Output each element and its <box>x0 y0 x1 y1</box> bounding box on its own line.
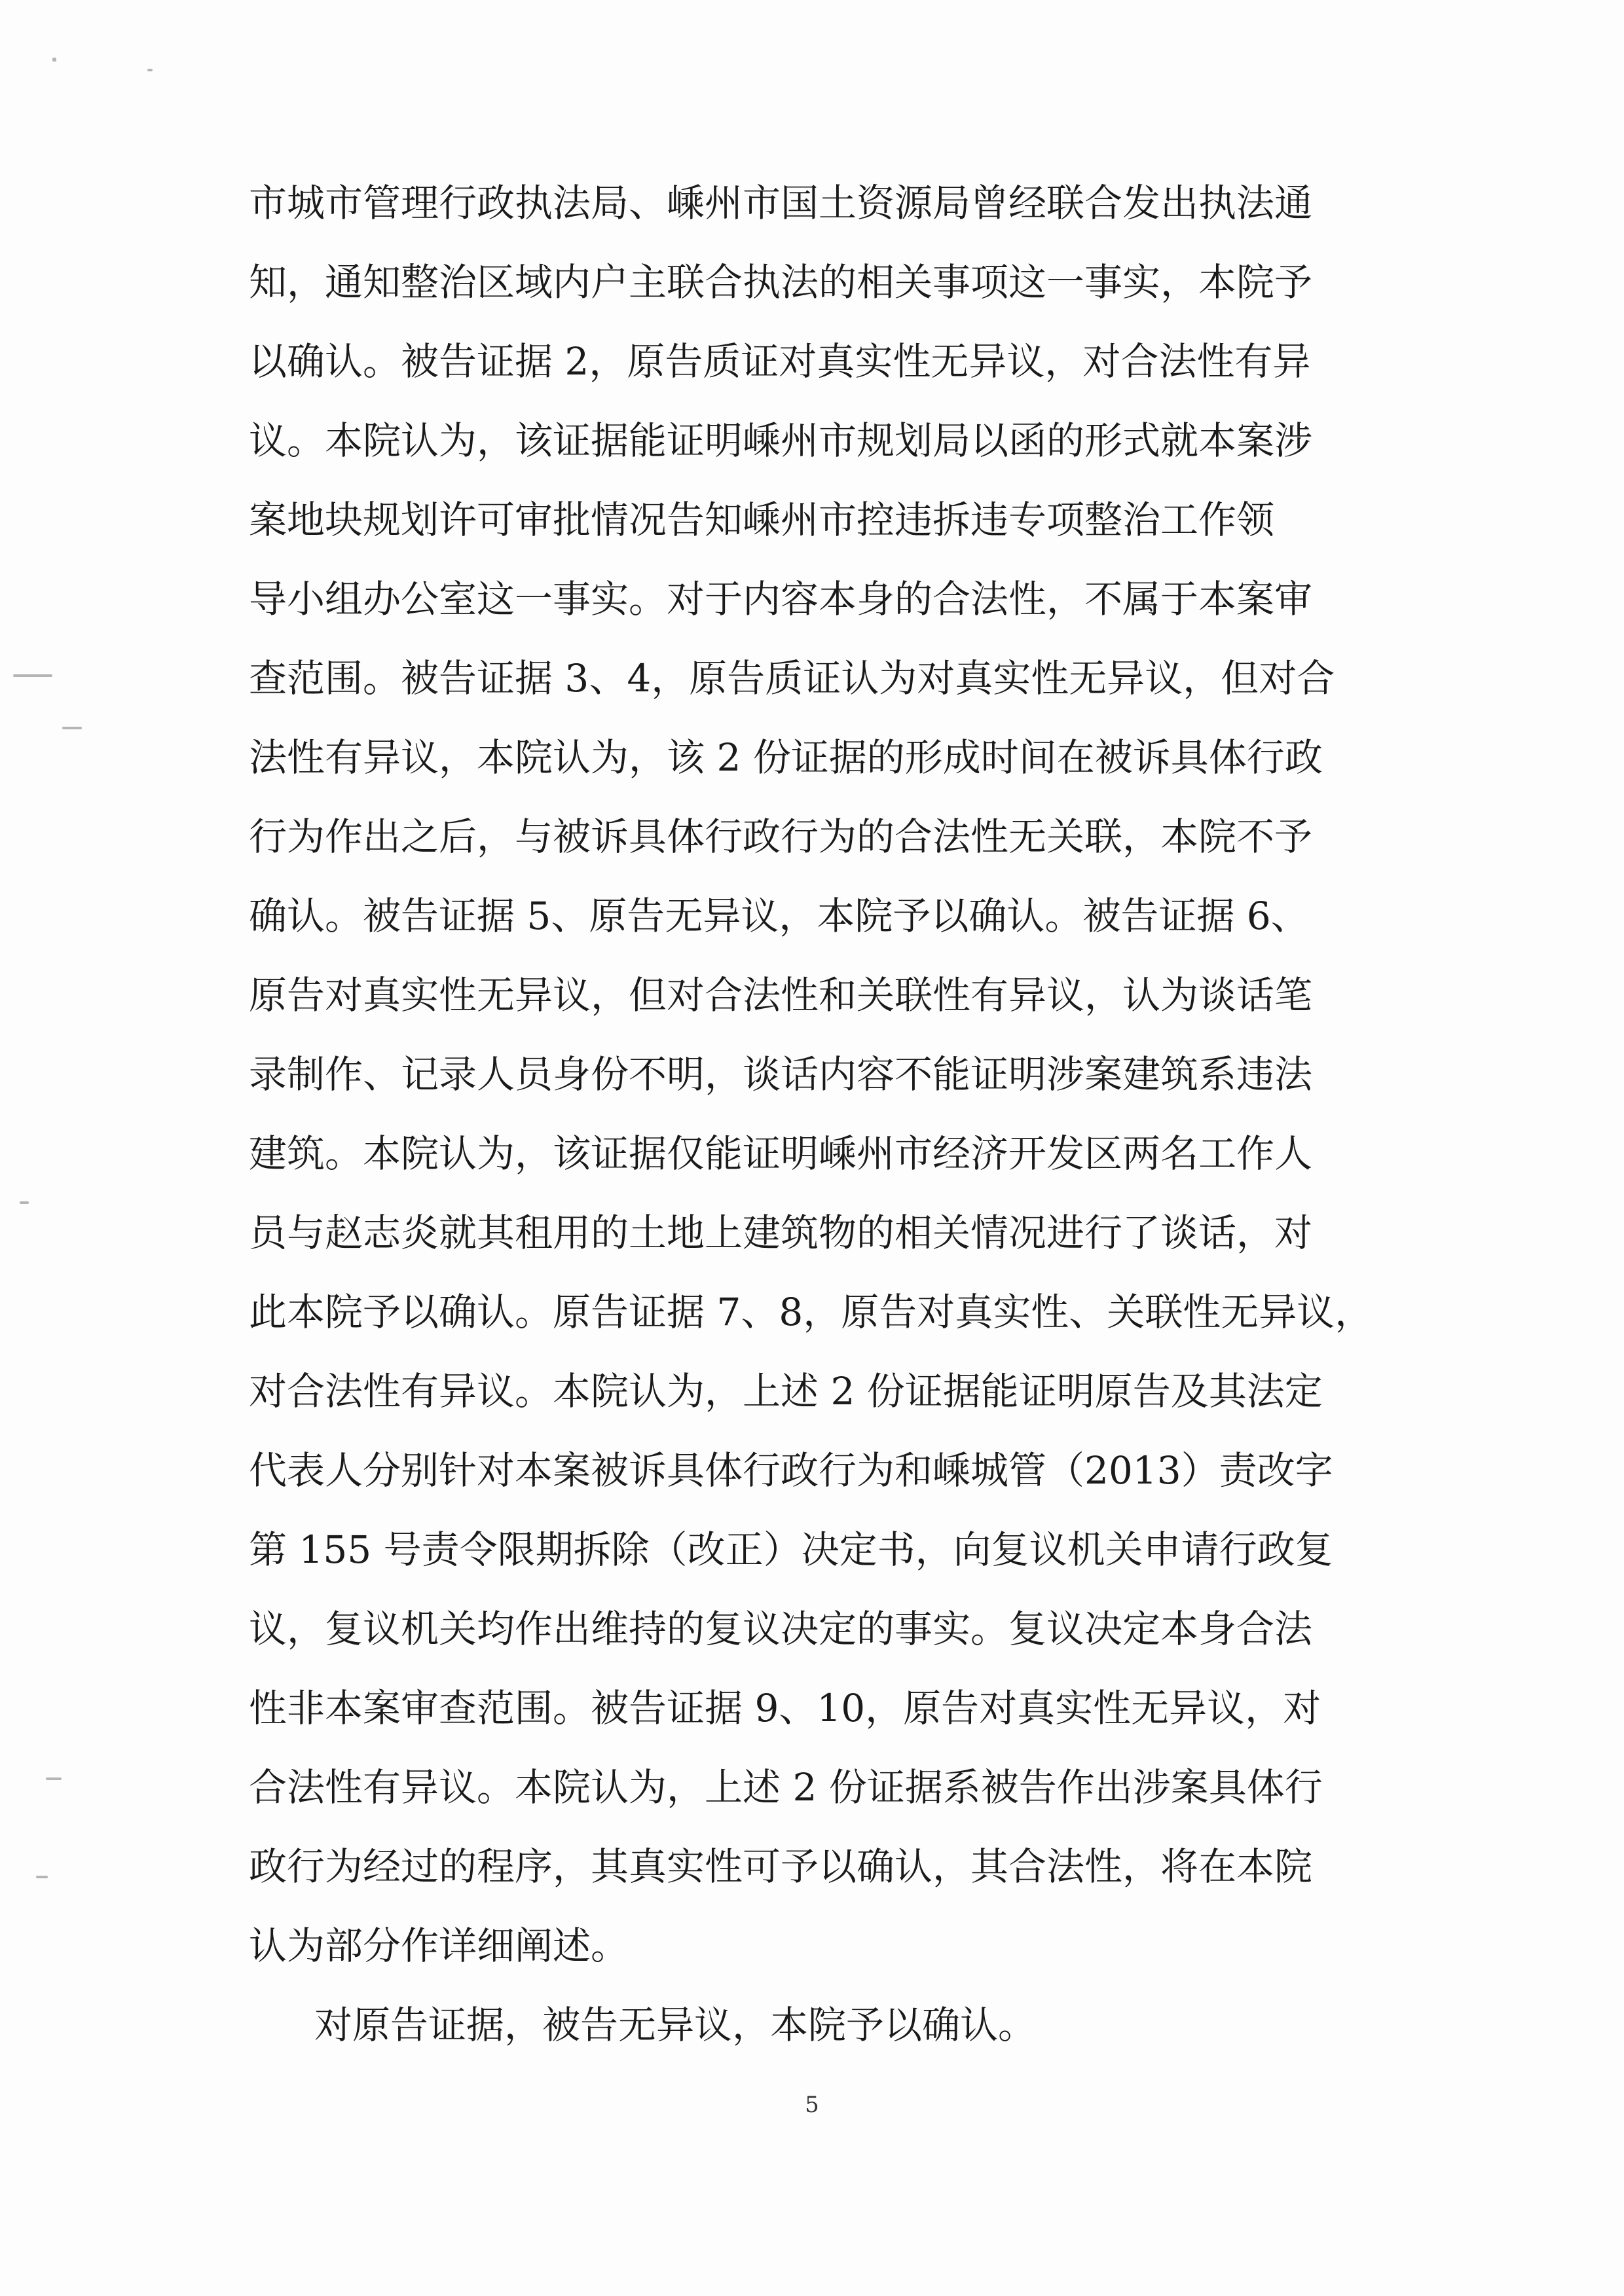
text-line: 对原告证据，被告无异议，本院予以确认。 <box>314 2003 1037 2047</box>
scan-artifact <box>147 69 153 71</box>
scan-artifact <box>20 1201 29 1204</box>
text-line: 对合法性有异议。本院认为，上述 2 份证据能证明原告及其法定 <box>249 1369 1323 1413</box>
text-line: 议，复议机关均作出维持的复议决定的事实。复议决定本身合法 <box>249 1607 1313 1651</box>
text-line: 案地块规划许可审批情况告知嵊州市控违拆违专项整治工作领 <box>249 498 1275 542</box>
text-line: 市城市管理行政执法局、嵊州市国土资源局曾经联合发出执法通 <box>249 181 1313 225</box>
scan-artifact <box>62 727 82 729</box>
text-line: 查范围。被告证据 3、4，原告质证认为对真实性无异议，但对合 <box>249 656 1335 701</box>
text-line: 导小组办公室这一事实。对于内容本身的合法性，不属于本案审 <box>249 577 1313 621</box>
text-line: 此本院予以确认。原告证据 7、8，原告对真实性、关联性无异议， <box>249 1290 1373 1334</box>
text-line: 政行为经过的程序，其真实性可予以确认，其合法性，将在本院 <box>249 1844 1313 1889</box>
text-line: 法性有异议，本院认为，该 2 份证据的形成时间在被诉具体行政 <box>249 735 1323 780</box>
page-number: 5 <box>805 2092 819 2118</box>
text-line: 议。本院认为，该证据能证明嵊州市规划局以函的形式就本案涉 <box>249 418 1313 463</box>
text-line: 认为部分作详细阐述。 <box>249 1923 629 1968</box>
text-line: 建筑。本院认为，该证据仅能证明嵊州市经济开发区两名工作人 <box>249 1131 1313 1176</box>
text-line: 性非本案审查范围。被告证据 9、10，原告对真实性无异议，对 <box>249 1686 1321 1730</box>
scan-artifact <box>52 58 56 62</box>
text-line: 确认。被告证据 5、原告无异议，本院予以确认。被告证据 6、 <box>249 894 1309 938</box>
text-line: 录制作、记录人员身份不明，谈话内容不能证明涉案建筑系违法 <box>249 1052 1313 1097</box>
scan-artifact <box>13 674 52 677</box>
text-line: 知，通知整治区域内户主联合执法的相关事项这一事实，本院予 <box>249 260 1313 304</box>
text-line: 合法性有异议。本院认为，上述 2 份证据系被告作出涉案具体行 <box>249 1765 1323 1810</box>
text-line: 代表人分别针对本案被诉具体行政行为和嵊城管（2013）责改字 <box>249 1448 1333 1493</box>
scan-artifact <box>46 1777 62 1780</box>
text-line: 第 155 号责令限期拆除（改正）决定书，向复议机关申请行政复 <box>249 1527 1333 1572</box>
scan-artifact <box>36 1876 48 1878</box>
text-line: 原告对真实性无异议，但对合法性和关联性有异议，认为谈话笔 <box>249 973 1313 1017</box>
text-line: 行为作出之后，与被诉具体行政行为的合法性无关联，本院不予 <box>249 814 1313 859</box>
text-line: 以确认。被告证据 2，原告质证对真实性无异议，对合法性有异 <box>249 339 1311 384</box>
text-line: 员与赵志炎就其租用的土地上建筑物的相关情况进行了谈话，对 <box>249 1211 1313 1255</box>
